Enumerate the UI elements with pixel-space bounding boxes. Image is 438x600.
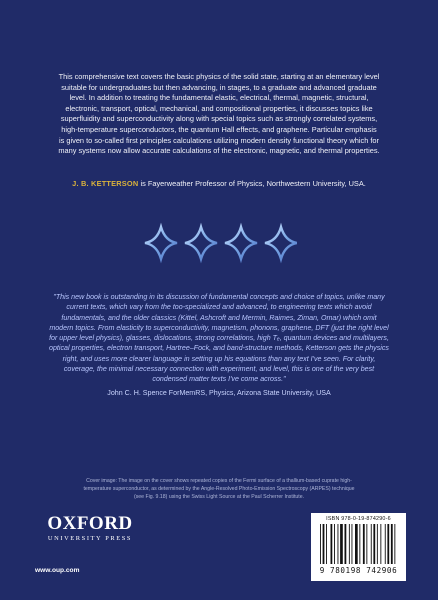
- author-name: J. B. KETTERSON: [72, 179, 139, 188]
- quote-attribution: John C. H. Spence ForMemRS, Physics, Arizona State University, USA: [107, 389, 331, 397]
- barcode-bar: [348, 524, 349, 564]
- barcode-bar: [373, 524, 375, 564]
- barcode-bar: [366, 524, 367, 564]
- publisher-website: www.oup.com: [35, 567, 80, 574]
- isbn-number: ISBN 978-0-19-874290-6: [326, 516, 391, 522]
- review-quote: "This new book is outstanding in its discussion of fundamental concepts and choice of topics, unlike many current texts, which vary from the too-specialized and advanced, to engineering texts which avoid fundamentals, and the older classics (Kittel, Ashcroft and Mermin, Raimes, Ziman, Omar) which omit modern topics. From elasticity to superconductivity, magnetism, phonons, graphene, DFT (just the right level for upper level physics), glasses, dislocations, strong correlations, high Tₑ, quantum devices and multilayers, optical properties, electron transport, Hartree–Fock, and band-structure methods, Ketterson gets the physics right, and uses more clearer language in setting up his equations than any text I've seen. For clarity, coverage, the minimal necessary connection with experiment, and level, this is one of the very best condensed matter texts I've come across.": [49, 293, 389, 384]
- barcode-bar: [376, 524, 377, 564]
- author-bio: [40, 179, 398, 188]
- barcode-digits: 9 780198 742906: [319, 566, 398, 575]
- barcode-icon: [318, 524, 400, 566]
- cover-image-credit: Cover image: The image on the cover shows repeated copies of the Fermi surface of a thallium-based cuprate high-temperature superconductor, as determined by the Angle-Resolved Photo-Emission Spectroscopy (ARPES) technique (see Fig. 9.18) using the Swiss Light Source at the Paul Scherrer Institute.: [83, 478, 355, 500]
- fermi-surface-ornament-icon: [141, 221, 297, 265]
- barcode-bar: [344, 524, 346, 564]
- barcode-bar: [394, 524, 395, 564]
- barcode-bar: [320, 524, 321, 564]
- barcode-bar: [384, 524, 385, 564]
- barcode-bar: [359, 524, 360, 564]
- publisher-logo: [35, 514, 145, 542]
- book-description: This comprehensive text covers the basic physics of the solid state, starting at an elementary level suitable for undergraduates but then advancing, in stages, to a graduate and advanced graduate level. In addition to treating the fundamental elastic, electrical, thermal, magnetic, structural, electronic, transport, optical, mechanical, and compositional properties, it discusses topics like superfluidity and superconductivity along with special topics such as strongly correlated systems, high-temperature superconductors, the quantum Hall effects, and graphene. Particular emphasis is given to so-called first principles calculations utilizing modern density functional theory which for many systems now allow accurate calculations of the electronic, magnetic, and thermal properties.: [58, 72, 380, 156]
- publisher-name: OXFORD: [47, 513, 133, 534]
- barcode-bar: [330, 524, 332, 564]
- barcode-bar: [387, 524, 389, 564]
- barcode-bar: [337, 524, 338, 564]
- barcode-bar: [334, 524, 335, 564]
- barcode-bar: [362, 524, 364, 564]
- barcode-bar: [370, 524, 371, 564]
- barcode-bar: [390, 524, 392, 564]
- barcode-bar: [351, 524, 352, 564]
- publisher-subtitle: UNIVERSITY PRESS: [47, 535, 133, 542]
- barcode-bar: [340, 524, 343, 564]
- barcode-bar: [322, 524, 324, 564]
- barcode-bar: [326, 524, 327, 564]
- barcode-bar: [355, 524, 358, 564]
- barcode-panel: [311, 513, 406, 581]
- author-affiliation: is Fayerweather Professor of Physics, Northwestern University, USA.: [138, 179, 366, 188]
- barcode-bar: [380, 524, 381, 564]
